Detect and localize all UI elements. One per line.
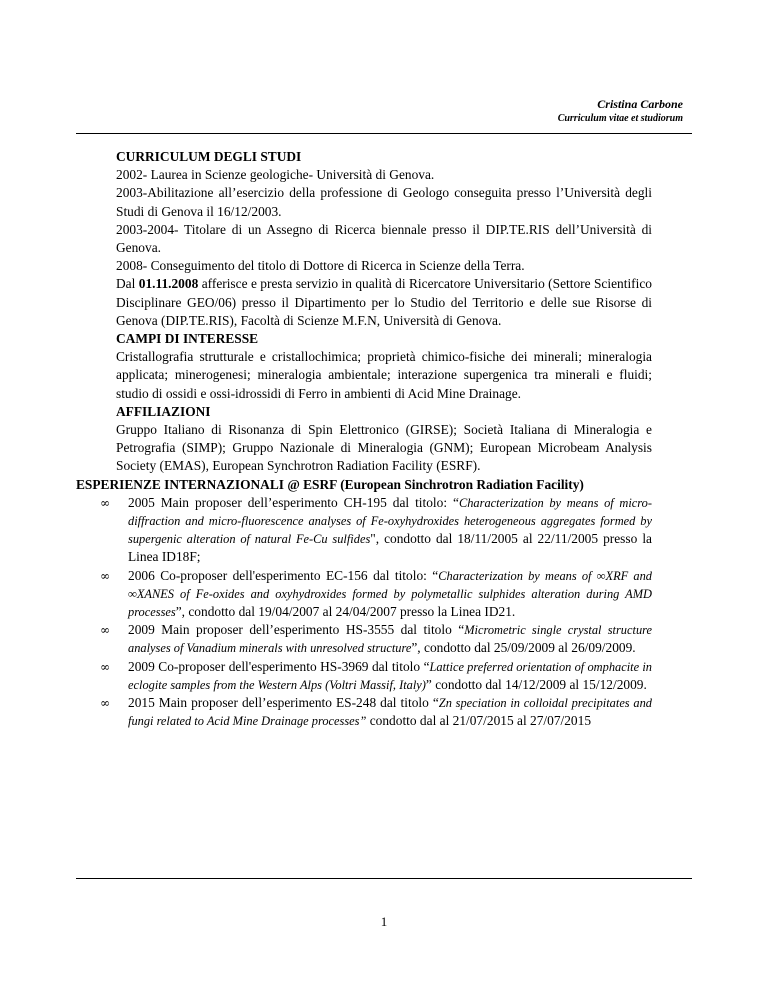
affiliazioni-text: Gruppo Italiano di Risonanza di Spin Elettronico (GIRSE); Società Italiana di Mineralogia e Petrografia (SIMP); Gruppo Nazionale di Mineralogia (GNM); European Microbeam Analysis Society (EMAS), European Synchrotron Radiation Facility (ESRF). (116, 422, 652, 474)
experiment-pre: 2005 Main proposer dell’esperimento CH-195 dal titolo: “ (128, 494, 459, 510)
dal-prefix: Dal (116, 276, 139, 292)
studi-line: 2003-Abilitazione all’esercizio della professione di Geologo conseguita presso l’Università degli Studi di Genova il 16/12/2003. (116, 185, 652, 219)
cv-body (76, 148, 653, 731)
experiment-post: ”, condotto dal 19/04/2007 al 24/04/2007 presso la Linea ID21. (175, 604, 516, 620)
experiments-list (76, 494, 652, 731)
infinity-bullet-icon: ∞ (100, 623, 110, 638)
page-header (558, 97, 683, 125)
experiment-title: Characterization by means of micro-diffraction and micro-fluorescence analyses of Fe-oxyhydroxides heterogeneous aggregates formed by supergenic alteration of natural Fe-Cu sulfides (128, 495, 652, 547)
experiment-title: Micrometric single crystal structure analyses of Vanadium minerals with unresolved structure (128, 623, 653, 656)
experiment-post: ”, condotto dal 25/09/2009 al 26/09/2009. (411, 640, 636, 656)
section-title-esperienze: ESPERIENZE INTERNAZIONALI @ ESRF (European Sinchrotron Radiation Facility) (76, 476, 584, 492)
section-title-studi: CURRICULUM DEGLI STUDI (116, 149, 302, 164)
list-item (76, 494, 652, 567)
page-number: 1 (380, 914, 388, 929)
experiment-pre: 2009 Main proposer dell’esperimento HS-3555 dal titolo “ (128, 622, 465, 638)
experiment-title: Lattice preferred orientation of omphacite in eclogite samples from the Western Alps (Voltri Massif, Italy) (128, 659, 652, 692)
studi-line: 2003-2004- Titolare di un Assegno di Ricerca biennale presso il DIP.TE.RIS dell’Università di Genova. (116, 221, 652, 256)
studi-line: 2008- Conseguimento del titolo di Dottore di Ricerca in Scienze della Terra. (116, 258, 525, 274)
experiment-post: condotto dal al 21/07/2015 al 27/07/2015 (366, 713, 592, 729)
list-item (76, 658, 652, 694)
experiment-pre: 2015 Main proposer dell’esperimento ES-248 dal titolo “ (128, 695, 439, 711)
infinity-bullet-icon: ∞ (100, 659, 110, 674)
dal-date: 01.11.2008 (138, 276, 199, 292)
experiment-title: Zn speciation in colloidal precipitates and fungi related to Acid Mine Drainage processes” (128, 696, 652, 729)
list-item (76, 621, 652, 657)
experiment-post: ", condotto dal 18/11/2005 al 22/11/2005 presso la Linea ID18F; (128, 531, 652, 565)
infinity-bullet-icon: ∞ (100, 495, 110, 510)
dal-paragraph (116, 275, 652, 330)
experiment-post: ” condotto dal 14/12/2009 al 15/12/2009. (425, 676, 647, 692)
experiment-pre: 2009 Co-proposer dell'esperimento HS-3969 dal titolo “ (128, 658, 430, 674)
author-name: Cristina Carbone (597, 97, 683, 111)
header-rule (76, 133, 692, 134)
campi-text: Cristallografia strutturale e cristallochimica; proprietà chimico-fisiche dei minerali; mineralogia applicata; minerogenesi; mineralogia ambientale; interazione supergenica tra minerali e fluidi; studio di ossidi e ossi-idrossidi di Ferro in ambienti di Acid Mine Drainage. (116, 349, 652, 401)
document-subtitle: Curriculum vitae et studiorum (557, 113, 683, 124)
list-item (76, 567, 652, 622)
infinity-bullet-icon: ∞ (100, 568, 110, 583)
infinity-bullet-icon: ∞ (100, 696, 110, 711)
experiment-pre: 2006 Co-proposer dell'esperimento EC-156 dal titolo: “ (128, 567, 439, 583)
list-item (76, 694, 652, 730)
footer-rule (76, 878, 692, 879)
dal-rest: afferisce e presta servizio in qualità di Ricercatore Universitario (Settore Scientifico Disciplinare GEO/06) presso il Dipartimento per lo Studio del Territorio e delle sue Risorse di Genova (DIP.TE.RIS), Facoltà di Scienze M.F.N, Università di Genova. (116, 276, 652, 328)
studi-line: 2002- Laurea in Scienze geologiche- Università di Genova. (116, 167, 435, 183)
experiment-title: Characterization by means of ∞XRF and ∞XANES of Fe-oxides and oxyhydroxides formed by polymetallic sulphides alteration during AMD processes (128, 568, 652, 620)
section-title-affiliazioni: AFFILIAZIONI (116, 403, 211, 419)
section-title-campi: CAMPI DI INTERESSE (116, 331, 259, 347)
